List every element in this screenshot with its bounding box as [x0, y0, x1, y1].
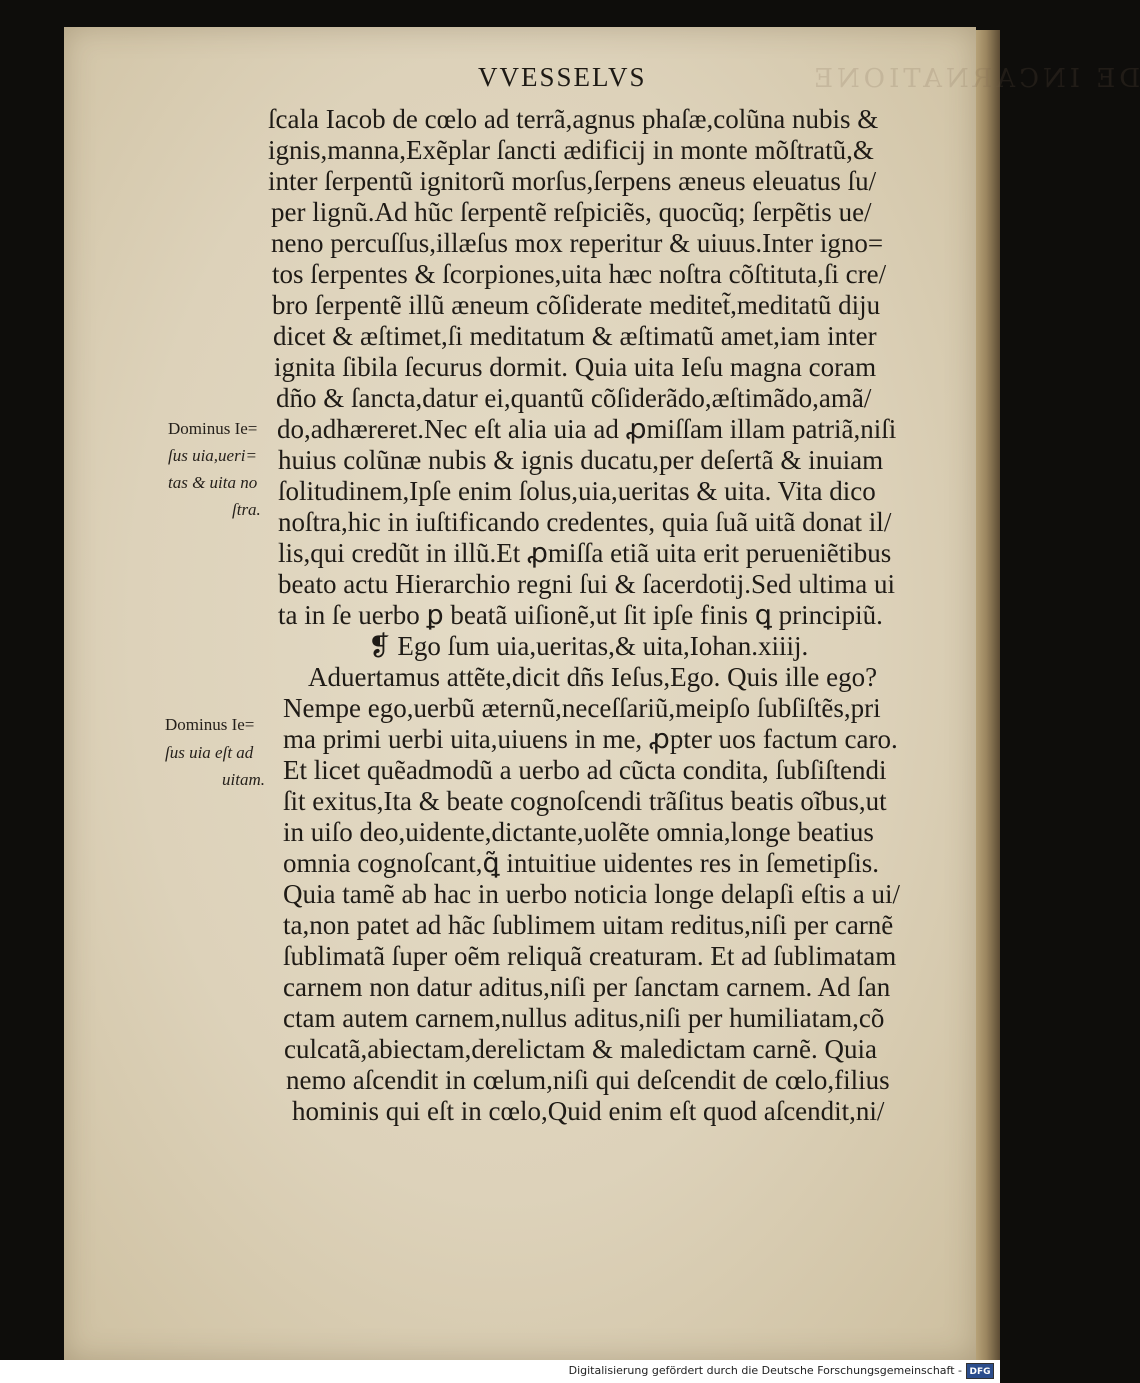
funding-notice: Digitalisierung gefördert durch die Deutsche Forschungsgemeinschaft - — [568, 1364, 962, 1377]
body-line: ignis,manna,Exẽplar ſancti ædificij in monte mõſtratũ,& — [268, 135, 874, 165]
marginal-note: ſtra. — [232, 500, 261, 519]
running-head: VVESSELVS — [478, 62, 647, 92]
body-line: beato actu Hierarchio regni ſui & ſacerdotij.Sed ultima ui — [278, 569, 896, 599]
body-line: ctam autem carnem,nullus aditus,niſi per humiliatam,cõ — [283, 1003, 885, 1033]
body-line: huius colũnæ nubis & ignis ducatu,per deſertã & inuiam — [278, 445, 884, 475]
body-line: in uiſo deo,uidente,dictante,uolẽte omnia,longe beatius — [283, 817, 874, 847]
body-line: neno percuſſus,illæſus mox reperitur & uiuus.Inter igno= — [271, 228, 884, 258]
body-line: Aduertamus attẽte,dicit dñs Ieſus,Ego. Quis ille ego? — [308, 662, 878, 692]
body-line: ta in ſe uerbo ꝑ beatã uiſionẽ,ut ſit ipſe finis ꝗ principiũ. — [278, 600, 883, 630]
body-line: dicet & æſtimet,ſi meditatum & æſtimatũ amet,iam inter — [273, 321, 877, 351]
body-line: nemo aſcendit in cœlum,niſi qui deſcendit de cœlo,filius — [286, 1065, 890, 1095]
body-line: Et licet quẽadmodũ a uerbo ad cũcta condita, ſubſiſtendi — [283, 755, 887, 785]
body-line: ma primi uerbi uita,uiuens in me, ꝓpter uos factum caro. — [283, 724, 898, 754]
body-line: omnia cognoſcant,ꝗ̃ intuitiue uidentes res in ſemetipſis. — [283, 848, 880, 878]
body-line: ſublimatã ſuper oẽm reliquã creaturam. Et ad ſublimatam — [283, 941, 897, 971]
body-line: ſcala Iacob de cœlo ad terrã,agnus phaſæ,colũna nubis & — [268, 104, 879, 134]
bleed-through-heading: DE INCARNATIONE — [810, 64, 1140, 94]
body-line: per lignũ.Ad hũc ſerpentẽ reſpiciẽs, quocũq; ſerpẽtis ue/ — [271, 197, 872, 227]
section-heading: ❡ Ego ſum uia,ueritas,& uita,Iohan.xiiij. — [368, 631, 809, 661]
marginal-note: tas & uita no — [168, 473, 258, 492]
marginal-note: Dominus Ie= — [168, 419, 258, 438]
dfg-logo: DFG — [966, 1363, 994, 1379]
body-line: do,adhæreret.Nec eſt alia uia ad ꝓmiſſam illam patriã,niſi — [277, 414, 897, 444]
body-line: carnem non datur aditus,niſi per ſanctam carnem. Ad ſan — [283, 972, 891, 1002]
body-line: bro ſerpentẽ illũ æneum cõſiderate meditet̃,meditatũ diju — [272, 290, 881, 320]
body-line: Nempe ego,uerbũ æternũ,neceſſariũ,meipſo ſubſiſtẽs,pri — [283, 693, 881, 723]
body-line: culcatã,abiectam,derelictam & maledictam carnẽ. Quia — [284, 1034, 877, 1064]
body-line: ſit exitus,Ita & beate cognoſcendi trãſitus beatis oĩbus,ut — [283, 786, 887, 816]
digitization-footer — [0, 1360, 1000, 1383]
body-line: hominis qui eſt in cœlo,Quid enim eſt quod aſcendit,ni/ — [292, 1096, 885, 1126]
body-line: ta,non patet ad hãc ſublimem uitam reditus,niſi per carnẽ — [283, 910, 894, 940]
marginal-note: ſus uia,ueri= — [168, 446, 257, 465]
body-line: noſtra,hic in iuſtificando credentes, quia ſuã uitã donat il/ — [278, 507, 892, 537]
marginal-note: uitam. — [222, 770, 265, 789]
body-line: lis,qui credũt in illũ.Et ꝓmiſſa etiã uita erit perueniẽtibus — [278, 538, 892, 568]
body-line: ignita ſibila ſecurus dormit. Quia uita Ieſu magna coram — [274, 352, 877, 382]
body-line: Quia tamẽ ab hac in uerbo noticia longe delapſi eſtis a ui/ — [283, 879, 901, 909]
body-line: dño & ſancta,datur ei,quantũ cõſiderãdo,æſtimãdo,amã/ — [276, 383, 872, 413]
body-line: inter ſerpentũ ignitorũ morſus,ſerpens æneus eleuatus ſu/ — [268, 166, 877, 196]
body-line: tos ſerpentes & ſcorpiones,uita hæc noſtra cõſtituta,ſi cre/ — [272, 259, 887, 289]
marginal-note: ſus uia eſt ad — [165, 743, 254, 762]
body-line: ſolitudinem,Ipſe enim ſolus,uia,ueritas & uita. Vita dico — [278, 476, 876, 506]
page-edge — [975, 30, 1000, 1360]
marginal-note: Dominus Ie= — [165, 715, 255, 734]
